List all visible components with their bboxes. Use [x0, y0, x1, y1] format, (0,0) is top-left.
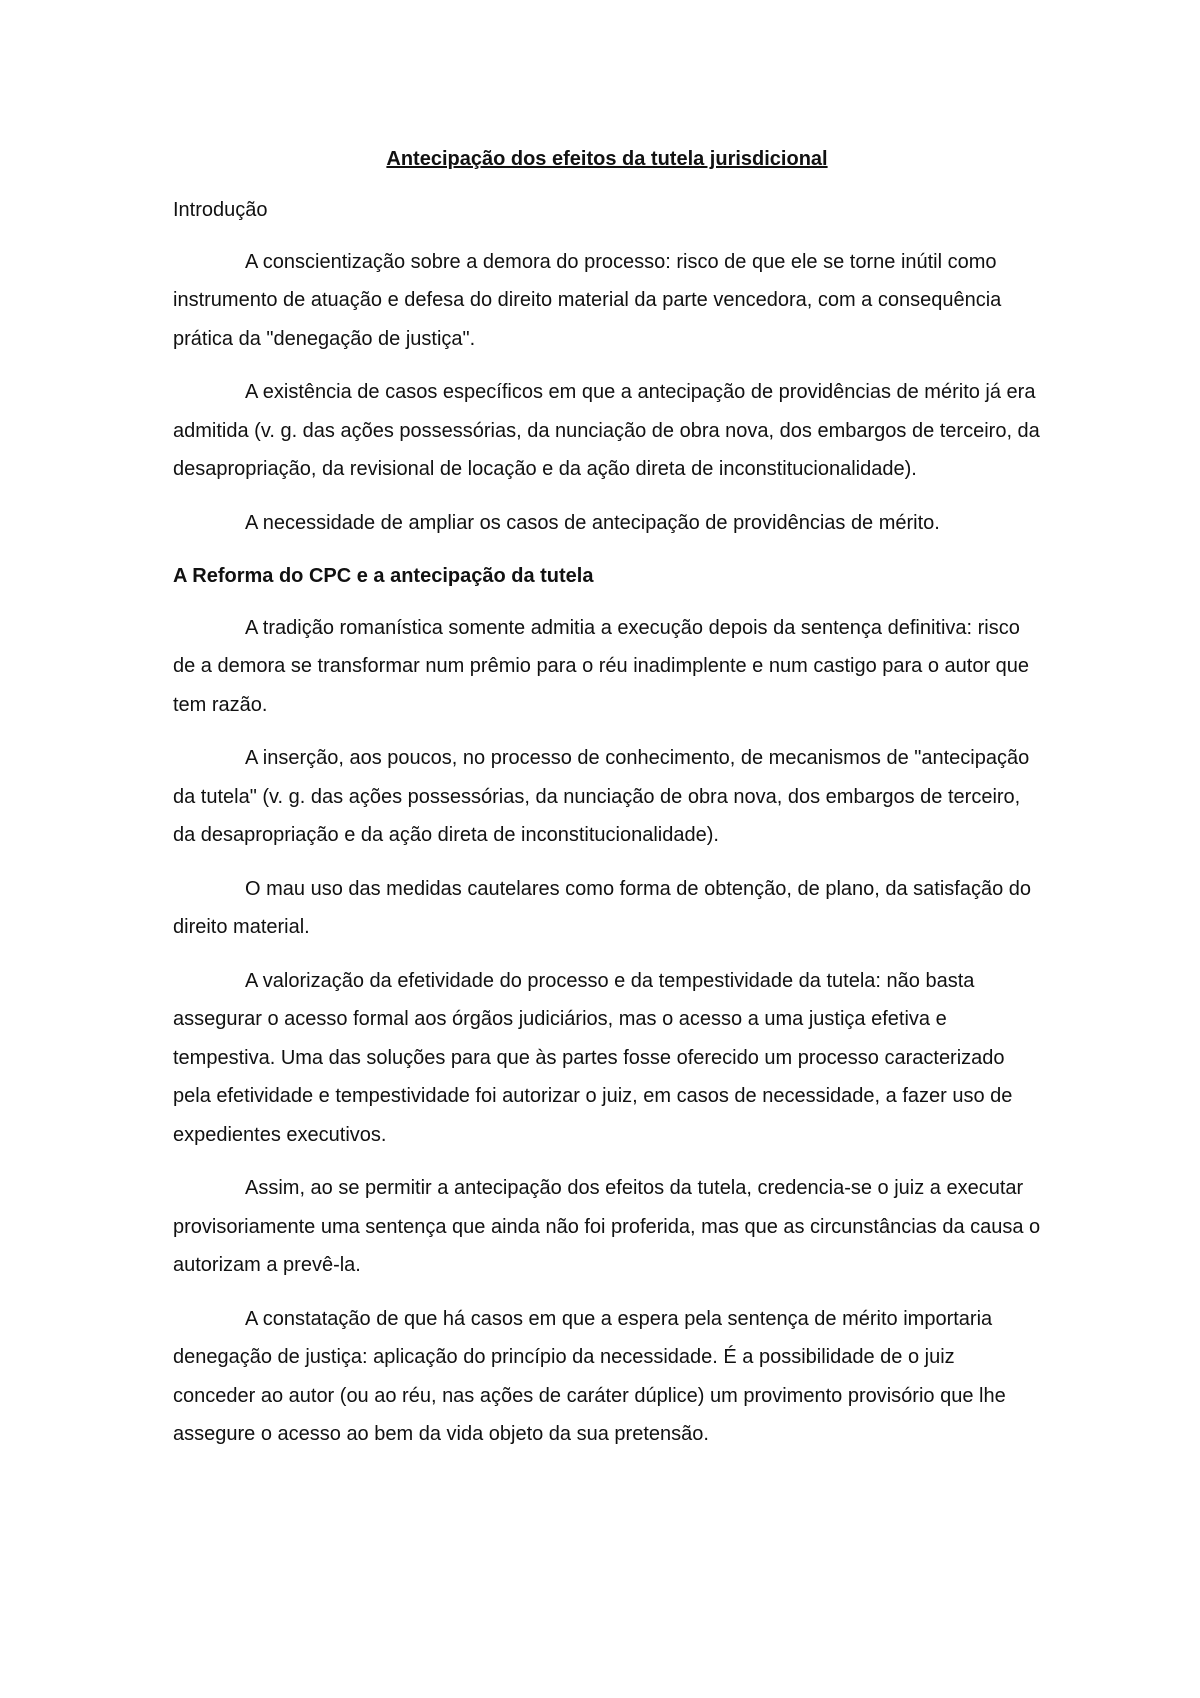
- paragraph: Assim, ao se permitir a antecipação dos efeitos da tutela, credencia-se o juiz a executar provisoriamente uma sentença que ainda não foi proferida, mas que as circunstâncias da causa o autorizam a prevê-la.: [173, 1177, 1041, 1276]
- paragraph: A constatação de que há casos em que a espera pela sentença de mérito importaria denegação de justiça: aplicação do princípio da necessidade. É a possibilidade de o juiz conceder ao autor (ou ao réu, nas ações de caráter dúplice) um provimento provisório que lhe assegure o acesso ao bem da vida objeto da sua pretensão.: [173, 1307, 1006, 1445]
- paragraph: A existência de casos específicos em que a antecipação de providências de mérito já era admitida (v. g. das ações possessórias, da nunciação de obra nova, dos embargos de terceiro, da desapropriação, da revisional de locação e da ação direta de inconstitucionalidade).: [173, 381, 1040, 480]
- section-heading: A Reforma do CPC e a antecipação da tutela: [173, 565, 594, 587]
- paragraph: O mau uso das medidas cautelares como forma de obtenção, de plano, da satisfação do direito material.: [173, 877, 1032, 938]
- document-title: Antecipação dos efeitos da tutela jurisdicional: [386, 148, 828, 170]
- intro-heading: Introdução: [173, 199, 268, 221]
- paragraph: A valorização da efetividade do processo e da tempestividade da tutela: não basta assegurar o acesso formal aos órgãos judiciários, mas o acesso a uma justiça efetiva e tempestiva. Uma das soluções para que às partes fosse oferecido um processo caracterizado pela efetividade e tempestividade foi autorizar o juiz, em casos de necessidade, a fazer uso de expedientes executivos.: [173, 969, 1013, 1146]
- paragraph: A necessidade de ampliar os casos de antecipação de providências de mérito.: [245, 511, 940, 534]
- paragraph: A conscientização sobre a demora do processo: risco de que ele se torne inútil como instrumento de atuação e defesa do direito material da parte vencedora, com a consequência prática da "denegação de justiça".: [173, 250, 1002, 350]
- paragraph: A tradição romanística somente admitia a execução depois da sentença definitiva: risco de a demora se transformar num prêmio para o réu inadimplente e num castigo para o autor que tem razão.: [173, 616, 1030, 716]
- paragraph: A inserção, aos poucos, no processo de conhecimento, de mecanismos de "antecipação da tutela" (v. g. das ações possessórias, da nunciação de obra nova, dos embargos de terceiro, da desapropriação e da ação direta de inconstitucionalidade).: [173, 747, 1030, 846]
- document-body: [173, 140, 1041, 1469]
